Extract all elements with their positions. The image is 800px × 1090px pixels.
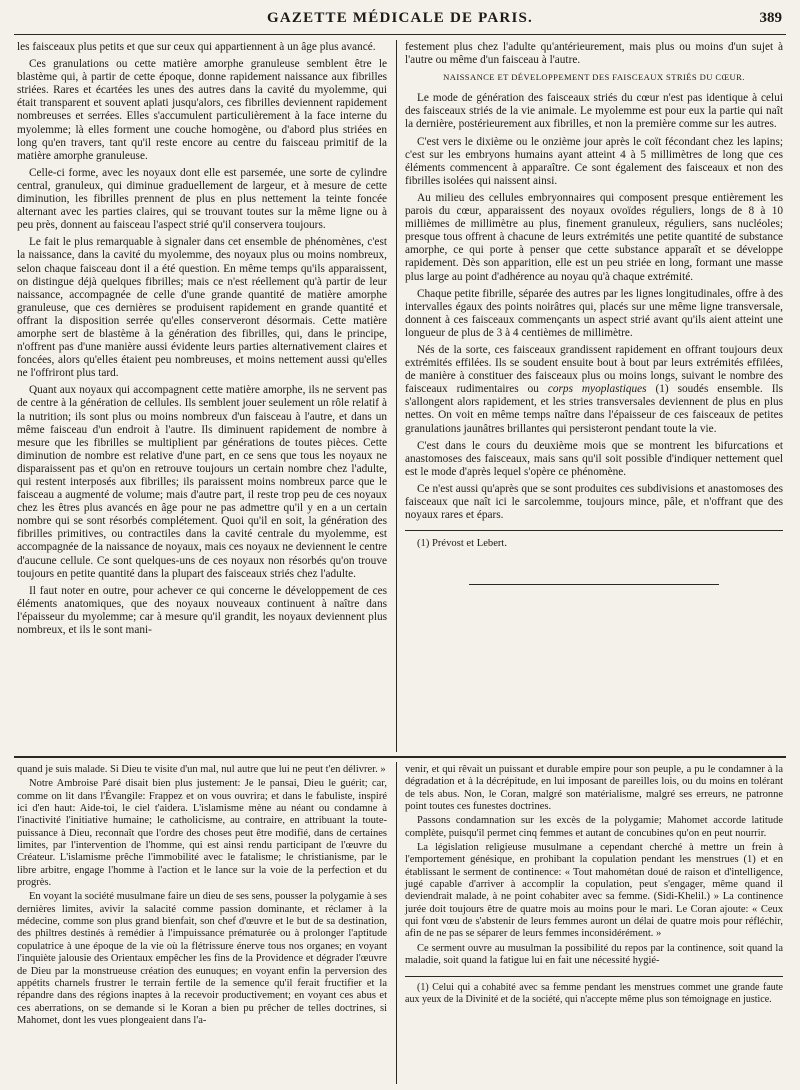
page-number: 389 — [759, 10, 782, 26]
paragraph: Il faut noter en outre, pour achever ce qui concerne le développement de ces éléments anatomiques, que des noyaux nouveaux continuent à naître dans l'épaisseur du myolemme; car à mesure qu'il grandit, les noyaux deviennent plus nombreux, et ils le sont mani- — [17, 584, 387, 637]
paragraph: Ces granulations ou cette matière amorphe granuleuse semblent être le blastème qui, à partir de cette époque, donne rapidement naissance aux fibrilles striées. Rares et écartées les unes des autres dans la cavité du myolemme, qui était transparent et souvent aplati jusqu'alors, ces fibrilles deviennent rapidement nombreuses et serrées. Elles s'accumulent particulièrement à la face interne du myolemme; là elles forment une couche homogène, ou d'abord plus striées en long qu'en travers, tant qu'il reste encore au centre du faisceau primitif de la matière amorphe granuleuse. — [17, 58, 387, 162]
paragraph: C'est dans le cours du deuxième mois que se montrent les bifurcations et anastomoses des faisceaux, mais sans qu'il soit possible d'indiquer nettement quel est le mode d'après lequel s'opère ce phénomène. — [405, 439, 783, 478]
right-column — [405, 41, 783, 585]
section-title: NAISSANCE ET DÉVELOPPEMENT DES FAISCEAUX STRIÉS DU CŒUR. — [443, 72, 745, 83]
paragraph: Celle-ci forme, avec les noyaux dont elle est parsemée, une sorte de cylindre central, granuleux, qui diminue graduellement de largeur, et à mesure de cette diminution, les fibrilles prennent de plus en plus nettement la teinte foncée alternant avec les parties claires, qui se trouvant toutes sur la même ligne ou à peu près, donnent au faisceau l'aspect strié qu'il conservera toujours. — [17, 166, 387, 232]
paragraph: venir, et qui rêvait un puissant et durable empire pour son peuple, a pu le condamner à la dégradation et à la décrépitude, en lui imposant de pareilles lois, ou du moins en tolérant de tels abus. Non, le Coran, malgré son matérialisme, malgré ses erreurs, ne patronne point toutes ces funestes doctrines. — [405, 764, 783, 813]
paragraph: Quant aux noyaux qui accompagnent cette matière amorphe, ils ne servent pas de centre à la génération de cellules. Ils semblent jouer seulement un rôle relatif à la nutrition; ils sont plus ou moins nombreux d'un faisceau à l'autre, et dans un même faisceau d'un endroit à l'autre. Ils diminuent rapidement de nombre à mesure que les fibrilles se multiplient par générations de toutes pièces. Cette diminution de nombre est relative d'une part, en ce sens que tous les noyaux ne disparaissent pas et qu'on en retrouve toujours un certain nombre chez l'adulte, qui restent interposés aux fibrilles; ils paraissent moins nombreux parce que le faisceau a augmenté de volume; mais d'autre part, il reste trop peu de ces noyaux chez les êtres plus avancés en âge pour ne pas admettre qu'il y en a un certain nombre qui se sont résorbés complétement. Quoi qu'il en soit, la génération des fibrilles primitives, ou contractiles dans la cavité centrale du myolemme, est accompagnée de la naissance de noyaux, mais ces noyaux ne deviennent le centre d'aucune cellule. Ce sont quelques-uns de ces noyaux non résorbés qu'on trouve toujours en petite quantité dans la plupart des faisceaux striés chez l'adulte. — [17, 384, 387, 580]
paragraph: La législation religieuse musulmane a cependant cherché à mettre un frein à l'emportement génésique, en prohibant la copulation pendant les menstrues (1) et en établissant le serment de continence: « Tout mahométan doué de raison et d'intelligence, jugé capable d'arriver à accomplir la copulation, peut s'engager, même quand il deviendrait malade, à ne point cohabiter avec sa femme. (Sidi-Khelil.) » La continence jurée doit toujours être de quatre mois au moins pour le mari. Le Coran ajoute: « Ceux qui font vœu de s'abstenir de leurs femmes auront un délai de quatre mois pour réfléchir, afin de ne pas se séparer de leurs femmes inconsidérément. » — [405, 842, 783, 940]
paragraph: Notre Ambroise Paré disait bien plus justement: Je le pansai, Dieu le guérit; car, comme on lit dans l'Évangile: Frappez et on vous ouvrira; et dans le fabuliste, inspiré ici d'en haut: Aide-toi, le ciel t'aidera. L'islamisme mène au néant ou condamne à l'inactivité l'initiative humaine; le catholicisme, au contraire, en attribuant la toute-puissance à Dieu, reconnaît que l'ordre des choses peut être modifié, dans de certaines limites, par l'intervention de l'homme, qui est ainsi rendu participant de l'œuvre du Créateur. L'islamisme prêche l'immobilité avec le fatalisme; le christianisme, par le libre arbitre, engage l'homme à l'action et le lance sur la voie de la perfection et du progrès. — [17, 778, 387, 889]
footnote: (1) Celui qui a cohabité avec sa femme pendant les menstrues commet une grande faute aux yeux de la Divinité et de la société, qui n'accepte même plus son témoignage en justice. — [405, 981, 783, 1005]
paragraph: En voyant la société musulmane faire un dieu de ses sens, pousser la polygamie à ses dernières limites, avivir la salacité comme passion dominante, et réclamer à la médecine, comme son plus grand bienfait, son chef d'œuvre et le but de sa destination, des philtres destinés à remédier à l'impuissance prématurée ou à prolonger l'aptitude copulatrice à une époque de la vie où la flétrissure énerve tous nos organes; en voyant l'inquiète jalousie des Orientaux empêcher les fins de la Providence et dégrader l'œuvre de Dieu par la monstrueuse création des eunuques; en voyant enfin la perversion des appétits charnels frustrer le terrain fertile de la semence qu'il ferait fructifier et la répandre dans des régions inaptes à la recevoir productivement; en voyant ces abus et ces aberrations, on se demande si le Koran a bien pu prêcher de telles doctrines, si Mahomet, dont les vues plongeaient dans l'a- — [17, 891, 387, 1026]
footnote: (1) Prévost et Lebert. — [417, 538, 508, 550]
paragraph: C'est vers le dixième ou le onzième jour après le coït fécondant chez les lapins; c'est sur les embryons humains ayant atteint 4 à 5 millimètres de long que ces éléments commencent à apparaître. Ce sont également des faisceaux et non des fibrilles isolées qui naissent ainsi. — [405, 135, 783, 187]
feuilleton-rule — [14, 756, 786, 758]
page-header — [18, 8, 782, 34]
footnote-block — [405, 530, 783, 550]
paragraph: Ce serment ouvre au musulman la possibilité du repos par la continence, soit quand la maladie, soit quand la fatigue lui en fait une nécessité hygié- — [405, 942, 783, 967]
paragraph: les faisceaux plus petits et que sur ceux qui appartiennent à un âge plus avancé. — [17, 41, 376, 53]
text-run: (1) soudés ensemble. Ils s'allongent alors rapidement, et les stries transversales deviennent de plus en plus nettes. On voit en même temps naître dans l'épaisseur de ces faisceaux de petites granulations jaunâtres brillantes qui persisteront pendant toute la vie. — [405, 383, 783, 435]
paragraph — [405, 344, 783, 436]
paragraph: Au milieu des cellules embryonnaires qui composent presque entièrement les parois du cœur, apparaissent des noyaux ovoïdes réguliers, longs de 8 à 10 millièmes de millimètre au plus, finement granuleux, réguliers, sans nucléoles; presque tous offrent à chacune de leurs extrémités une petite quantité de substance amorphe, ce qui porte à penser que cette substance apparaît et se développe rapidement. Dès son apparition, elle est un peu striée en long, formant une masse plus large au point d'adhérence au noyau qu'à chaque extrémité. — [405, 191, 783, 283]
italic-term: corps myoplastiques — [547, 383, 647, 396]
left-column — [17, 41, 387, 641]
paragraph: festement plus chez l'adulte qu'antérieurement, mais plus ou moins d'un sujet à l'autre ou même d'un faisceau à l'autre. — [405, 41, 783, 67]
feuilleton-left-column — [17, 764, 387, 1029]
paragraph: Le mode de génération des faisceaux striés du cœur n'est pas identique à celui des faisceaux striés de la vie animale. Le myolemme est pour eux la partie qui naît la dernière, postérieurement aux fibrilles, et non la première comme sur les autres. — [405, 92, 783, 131]
paragraph: Le fait le plus remarquable à signaler dans cet ensemble de phénomènes, c'est la naissance, dans la cavité du myolemme, des noyaux plus ou moins nombreux, selon chaque faisceau dont il a été question. En même temps qu'ils apparaissent, on distingue déjà quelques fibrilles; mais ce n'est réellement qu'à partir de leur naissance, accompagnée de celle d'une grande quantité de matière amorphe granuleuse, que ces dernières se produisent rapidement en grande quantité et offrant la disposition serrée qu'elles conserveront désormais. Cette matière amorphe sert de blastème à la génération des fibrilles, qui, dans le principe, n'offrent pas d'une manière aussi évidente leurs parties alternativement claires et foncées, alors qu'elles étaient peu nombreuses, et moins nettement aussi qu'elles ne l'offriront plus tard. — [17, 236, 387, 380]
paragraph: Passons condamnation sur les excès de la polygamie; Mahomet accorde latitude complète, puisqu'il permet cinq femmes et autant de concubines qu'on en peut nourrir. — [405, 815, 783, 839]
column-divider — [396, 762, 397, 1084]
feuilleton-right-column — [405, 764, 783, 1006]
footnote-block — [405, 976, 783, 1006]
journal-title: GAZETTE MÉDICALE DE PARIS. — [267, 10, 533, 26]
text-run: Nés de la sorte, ces faisceaux grandissent rapidement en offrant toujours deux extrémités effilées. Ils se soudent ensuite bout à bout par leurs extrémités effilées, de manière à constituer des faisceaux plus ou moins longs, suivant le nombre des faisceaux rudimentaires ou — [405, 343, 783, 396]
header-rule — [14, 34, 786, 35]
paragraph: Chaque petite fibrille, séparée des autres par les lignes longitudinales, offre à des intervalles égaux des points noirâtres qui, placés sur une même ligne transversale, donnent à ces faisceaux commençants un aspect strié avant qu'ils aient atteint une longueur de plus de 3 à 4 centièmes de millimètre. — [405, 287, 783, 339]
closing-rule — [469, 584, 719, 585]
paragraph: quand je suis malade. Si Dieu te visite d'un mal, nul autre que lui ne peut t'en délivrer. » — [17, 764, 386, 775]
column-divider — [396, 40, 397, 752]
paragraph: Ce n'est aussi qu'après que se sont produites ces subdivisions et anastomoses des faisceaux que naît ici le sarcolemme, toujours mince, pâle, et n'offrant que des noyaux rares et épars. — [405, 482, 783, 522]
